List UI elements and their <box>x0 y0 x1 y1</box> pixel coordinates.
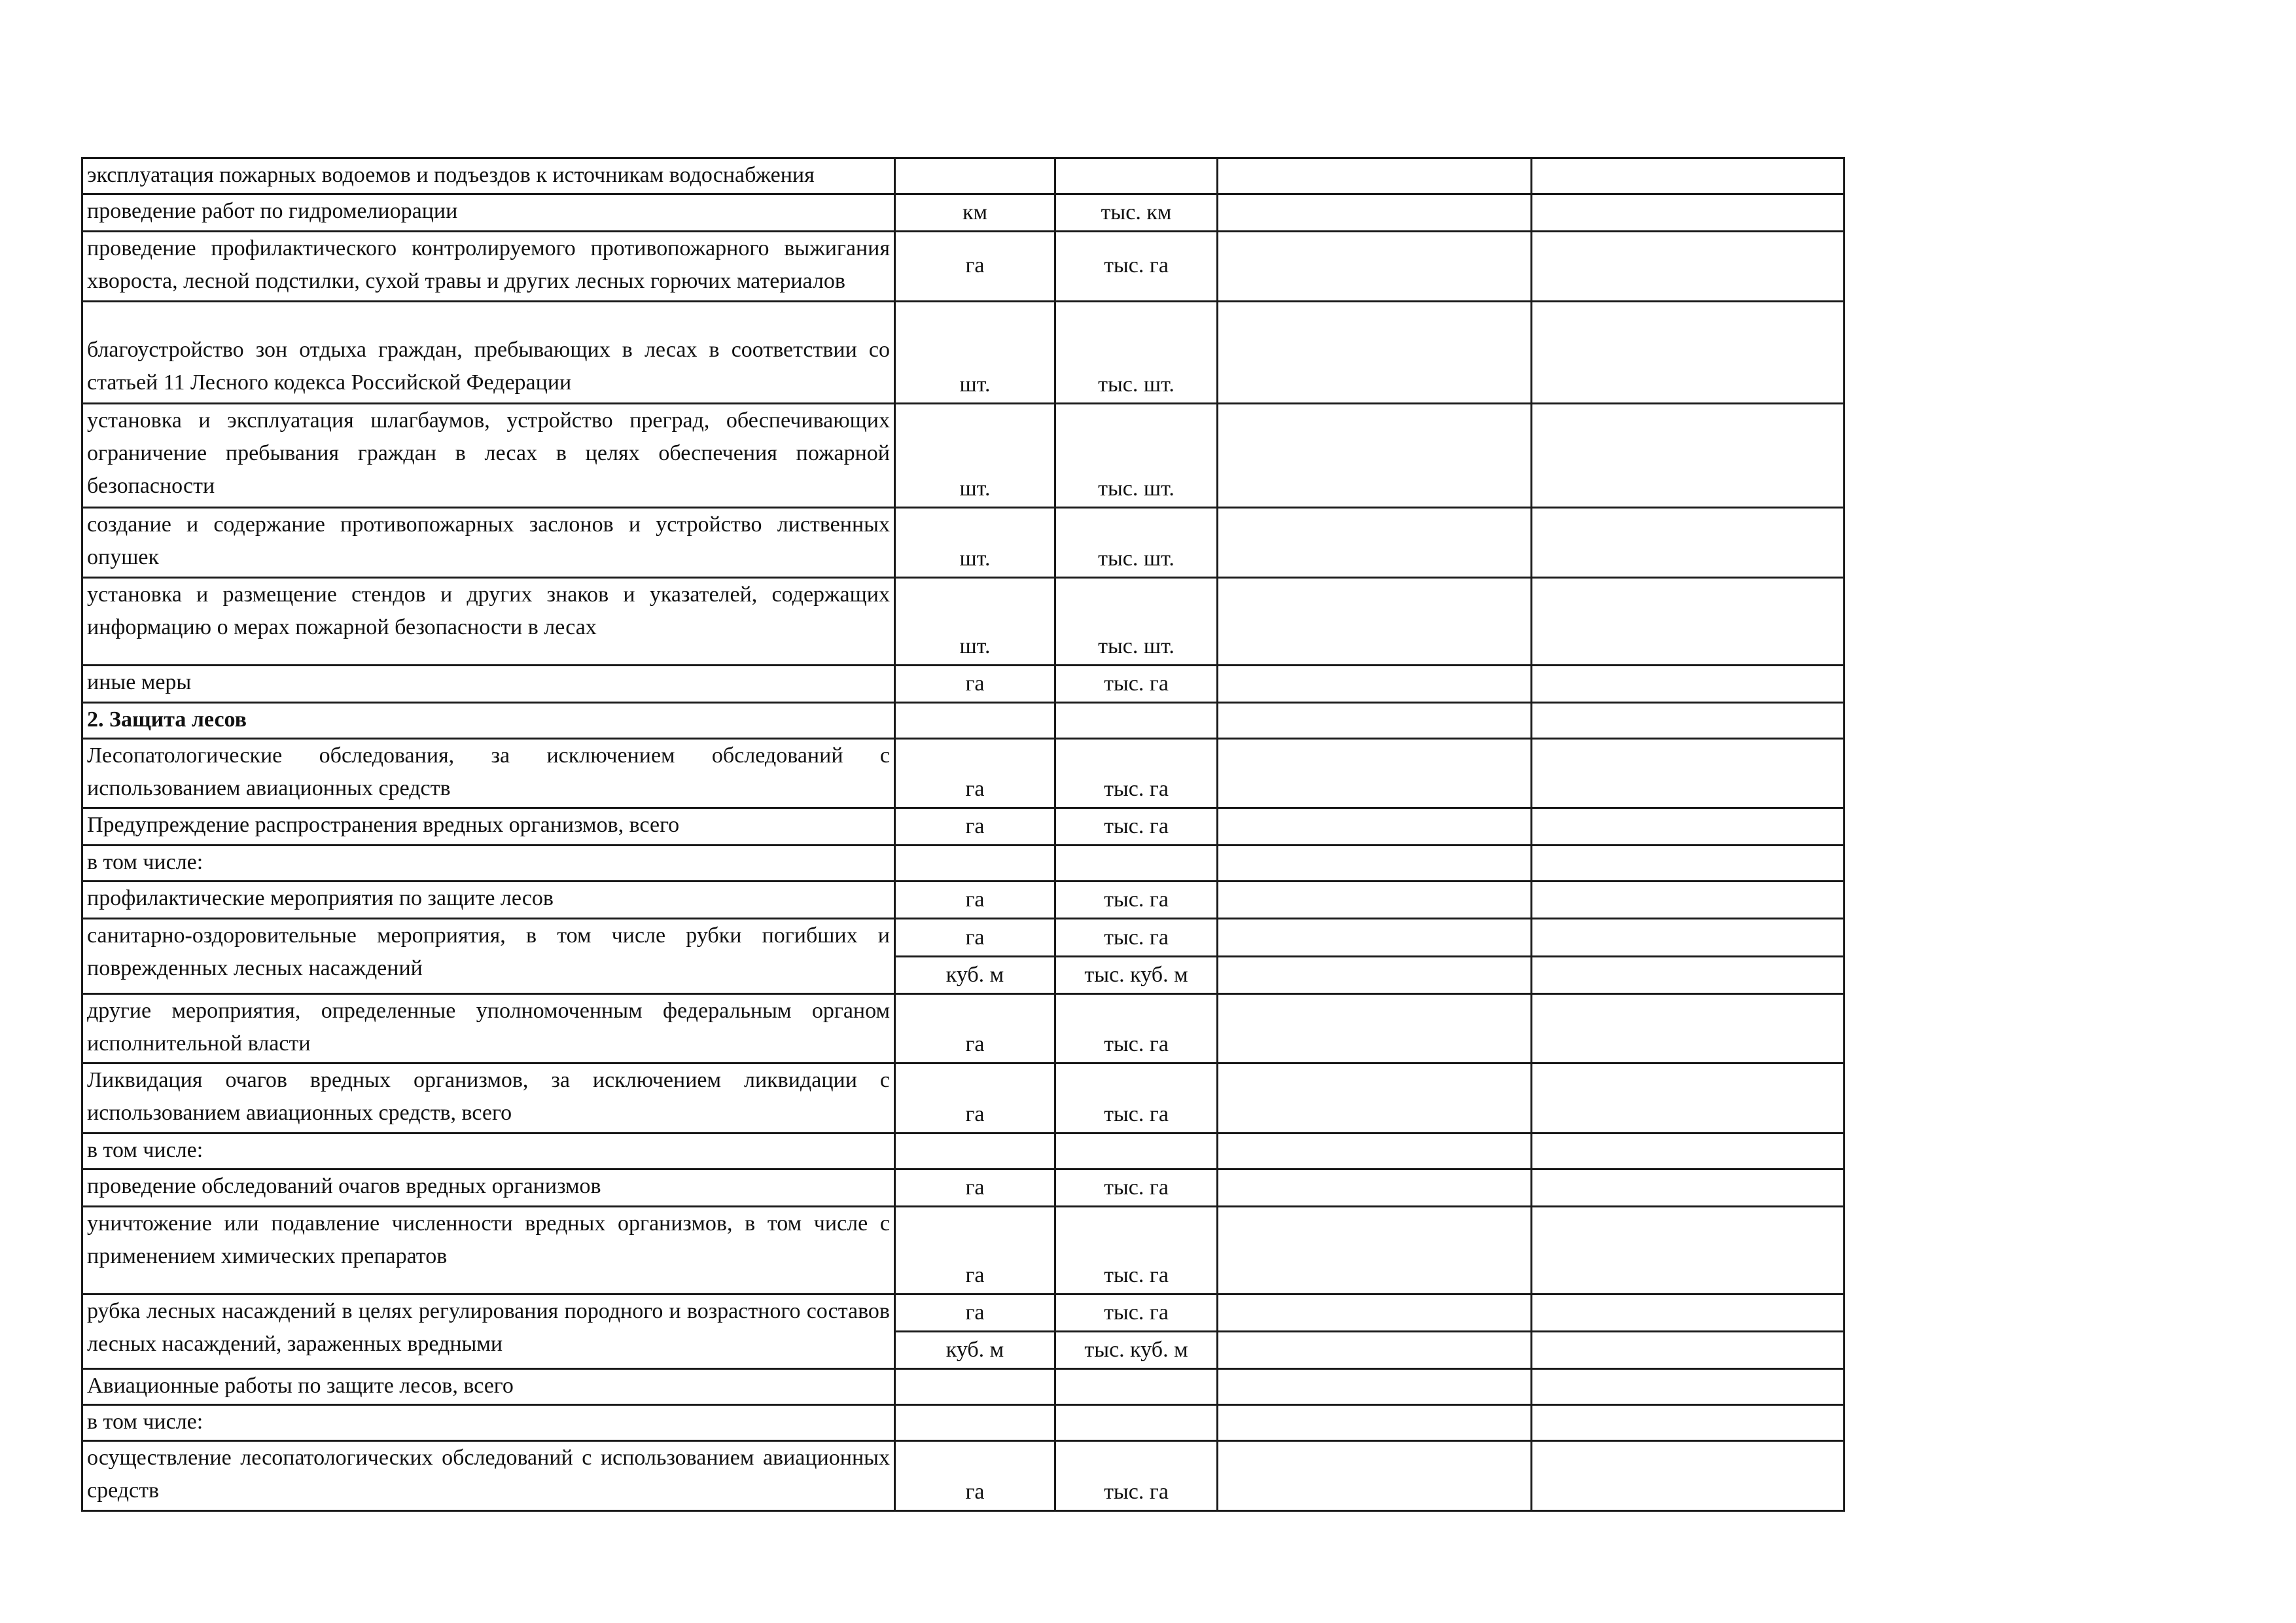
measure-description: Лесопатологические обследования, за исключением обследований с использованием авиационных средств <box>82 738 895 808</box>
value-cell <box>1218 404 1532 508</box>
unit-thousands-cell: тыс. га <box>1055 882 1218 919</box>
unit-thousands-cell <box>1055 702 1218 738</box>
value-cell <box>1532 1331 1845 1368</box>
value-cell <box>1218 1169 1532 1207</box>
unit-thousands-cell: тыс. шт. <box>1055 577 1218 665</box>
table-row <box>82 577 1845 665</box>
unit-thousands-cell: тыс. куб. м <box>1055 1331 1218 1368</box>
unit-cell <box>895 1133 1055 1169</box>
value-cell <box>1218 1368 1532 1404</box>
table-row <box>82 1133 1845 1169</box>
value-cell <box>1532 1294 1845 1331</box>
value-cell <box>1218 1133 1532 1169</box>
value-cell <box>1532 231 1845 301</box>
unit-thousands-cell: тыс. га <box>1055 1440 1218 1510</box>
unit-thousands-cell: тыс. км <box>1055 194 1218 231</box>
table-row <box>82 508 1845 578</box>
unit-thousands-cell <box>1055 158 1218 194</box>
unit-thousands-cell: тыс. га <box>1055 665 1218 702</box>
table-row <box>82 1404 1845 1440</box>
table-row <box>82 993 1845 1063</box>
unit-cell <box>895 702 1055 738</box>
unit-cell: га <box>895 1063 1055 1133</box>
unit-thousands-cell: тыс. га <box>1055 919 1218 956</box>
measure-description: благоустройство зон отдыха граждан, пребывающих в лесах в соответствии со статьей 11 Лесного кодекса Российской Федерации <box>82 301 895 404</box>
unit-cell <box>895 846 1055 882</box>
value-cell <box>1532 577 1845 665</box>
measure-description: в том числе: <box>82 1404 895 1440</box>
unit-cell: шт. <box>895 301 1055 404</box>
unit-cell: га <box>895 738 1055 808</box>
table-row <box>82 738 1845 808</box>
measure-description: рубка лесных насаждений в целях регулирования породного и возрастного составов лесных насаждений, зараженных вредными <box>82 1294 895 1368</box>
unit-cell <box>895 1368 1055 1404</box>
value-cell <box>1218 808 1532 846</box>
value-cell <box>1532 194 1845 231</box>
table-row <box>82 1294 1845 1331</box>
value-cell <box>1218 919 1532 956</box>
table-row <box>82 1440 1845 1510</box>
value-cell <box>1532 1169 1845 1207</box>
unit-cell: куб. м <box>895 956 1055 993</box>
measure-description: создание и содержание противопожарных заслонов и устройство лиственных опушек <box>82 508 895 578</box>
value-cell <box>1532 738 1845 808</box>
unit-cell: га <box>895 882 1055 919</box>
value-cell <box>1532 665 1845 702</box>
value-cell <box>1532 301 1845 404</box>
value-cell <box>1218 194 1532 231</box>
value-cell <box>1532 956 1845 993</box>
value-cell <box>1218 1063 1532 1133</box>
measure-description: иные меры <box>82 665 895 702</box>
value-cell <box>1532 702 1845 738</box>
value-cell <box>1218 738 1532 808</box>
value-cell <box>1532 1133 1845 1169</box>
unit-thousands-cell: тыс. га <box>1055 1294 1218 1331</box>
value-cell <box>1532 1440 1845 1510</box>
unit-thousands-cell <box>1055 1404 1218 1440</box>
unit-thousands-cell <box>1055 846 1218 882</box>
table-row <box>82 665 1845 702</box>
unit-cell: га <box>895 231 1055 301</box>
unit-thousands-cell: тыс. га <box>1055 231 1218 301</box>
unit-thousands-cell: тыс. га <box>1055 1063 1218 1133</box>
measure-description: Авиационные работы по защите лесов, всего <box>82 1368 895 1404</box>
section-heading: 2. Защита лесов <box>82 702 895 738</box>
measures-table <box>81 157 1845 1512</box>
unit-cell: шт. <box>895 404 1055 508</box>
value-cell <box>1218 231 1532 301</box>
unit-thousands-cell: тыс. га <box>1055 993 1218 1063</box>
value-cell <box>1218 301 1532 404</box>
value-cell <box>1218 158 1532 194</box>
value-cell <box>1532 404 1845 508</box>
unit-thousands-cell <box>1055 1368 1218 1404</box>
value-cell <box>1218 702 1532 738</box>
table-row <box>82 882 1845 919</box>
value-cell <box>1532 919 1845 956</box>
table-row <box>82 808 1845 846</box>
value-cell <box>1532 1207 1845 1294</box>
unit-thousands-cell: тыс. куб. м <box>1055 956 1218 993</box>
measure-description: проведение обследований очагов вредных организмов <box>82 1169 895 1207</box>
unit-cell: шт. <box>895 508 1055 578</box>
measure-description: профилактические мероприятия по защите лесов <box>82 882 895 919</box>
measure-description: уничтожение или подавление численности вредных организмов, в том числе с применением химических препаратов <box>82 1207 895 1294</box>
measure-description: Предупреждение распространения вредных организмов, всего <box>82 808 895 846</box>
value-cell <box>1218 508 1532 578</box>
unit-cell <box>895 1404 1055 1440</box>
table-row <box>82 846 1845 882</box>
table-row <box>82 702 1845 738</box>
measure-description: другие мероприятия, определенные уполномоченным федеральным органом исполнительной власти <box>82 993 895 1063</box>
unit-thousands-cell <box>1055 1133 1218 1169</box>
value-cell <box>1218 993 1532 1063</box>
value-cell <box>1532 1404 1845 1440</box>
value-cell <box>1532 1063 1845 1133</box>
value-cell <box>1218 1207 1532 1294</box>
value-cell <box>1218 956 1532 993</box>
table-row <box>82 1368 1845 1404</box>
unit-cell: га <box>895 993 1055 1063</box>
unit-cell: га <box>895 808 1055 846</box>
measure-description: проведение профилактического контролируемого противопожарного выжигания хвороста, лесной подстилки, сухой травы и других лесных горючих материалов <box>82 231 895 301</box>
measure-description: в том числе: <box>82 1133 895 1169</box>
table-row <box>82 231 1845 301</box>
table-row <box>82 158 1845 194</box>
measure-description: установка и размещение стендов и других знаков и указателей, содержащих информацию о мерах пожарной безопасности в лесах <box>82 577 895 665</box>
measure-description: Ликвидация очагов вредных организмов, за исключением ликвидации с использованием авиационных средств, всего <box>82 1063 895 1133</box>
table-row <box>82 1063 1845 1133</box>
unit-cell: км <box>895 194 1055 231</box>
measure-description: эксплуатация пожарных водоемов и подъездов к источникам водоснабжения <box>82 158 895 194</box>
unit-thousands-cell: тыс. га <box>1055 808 1218 846</box>
table-row <box>82 1169 1845 1207</box>
table-row <box>82 194 1845 231</box>
unit-cell: га <box>895 665 1055 702</box>
value-cell <box>1218 1294 1532 1331</box>
measure-description: установка и эксплуатация шлагбаумов, устройство преград, обеспечивающих ограничение пребывания граждан в лесах в целях обеспечения пожарной безопасности <box>82 404 895 508</box>
unit-cell: га <box>895 1294 1055 1331</box>
value-cell <box>1532 1368 1845 1404</box>
table-row <box>82 301 1845 404</box>
unit-thousands-cell: тыс. га <box>1055 738 1218 808</box>
table-row <box>82 404 1845 508</box>
measure-description: в том числе: <box>82 846 895 882</box>
unit-cell: га <box>895 1207 1055 1294</box>
value-cell <box>1532 846 1845 882</box>
value-cell <box>1218 846 1532 882</box>
value-cell <box>1532 993 1845 1063</box>
measure-description: осуществление лесопатологических обследований с использованием авиационных средств <box>82 1440 895 1510</box>
measure-description: санитарно-оздоровительные мероприятия, в том числе рубки погибших и поврежденных лесных насаждений <box>82 919 895 993</box>
table-row <box>82 1207 1845 1294</box>
unit-cell: га <box>895 919 1055 956</box>
unit-thousands-cell: тыс. шт. <box>1055 301 1218 404</box>
unit-cell: га <box>895 1440 1055 1510</box>
unit-cell: шт. <box>895 577 1055 665</box>
value-cell <box>1218 882 1532 919</box>
value-cell <box>1218 665 1532 702</box>
value-cell <box>1218 577 1532 665</box>
unit-cell <box>895 158 1055 194</box>
unit-cell: га <box>895 1169 1055 1207</box>
value-cell <box>1218 1331 1532 1368</box>
unit-thousands-cell: тыс. га <box>1055 1169 1218 1207</box>
value-cell <box>1218 1440 1532 1510</box>
unit-cell: куб. м <box>895 1331 1055 1368</box>
value-cell <box>1532 158 1845 194</box>
value-cell <box>1532 508 1845 578</box>
value-cell <box>1532 882 1845 919</box>
value-cell <box>1218 1404 1532 1440</box>
unit-thousands-cell: тыс. шт. <box>1055 404 1218 508</box>
value-cell <box>1532 808 1845 846</box>
measure-description: проведение работ по гидромелиорации <box>82 194 895 231</box>
unit-thousands-cell: тыс. га <box>1055 1207 1218 1294</box>
unit-thousands-cell: тыс. шт. <box>1055 508 1218 578</box>
table-row <box>82 919 1845 956</box>
